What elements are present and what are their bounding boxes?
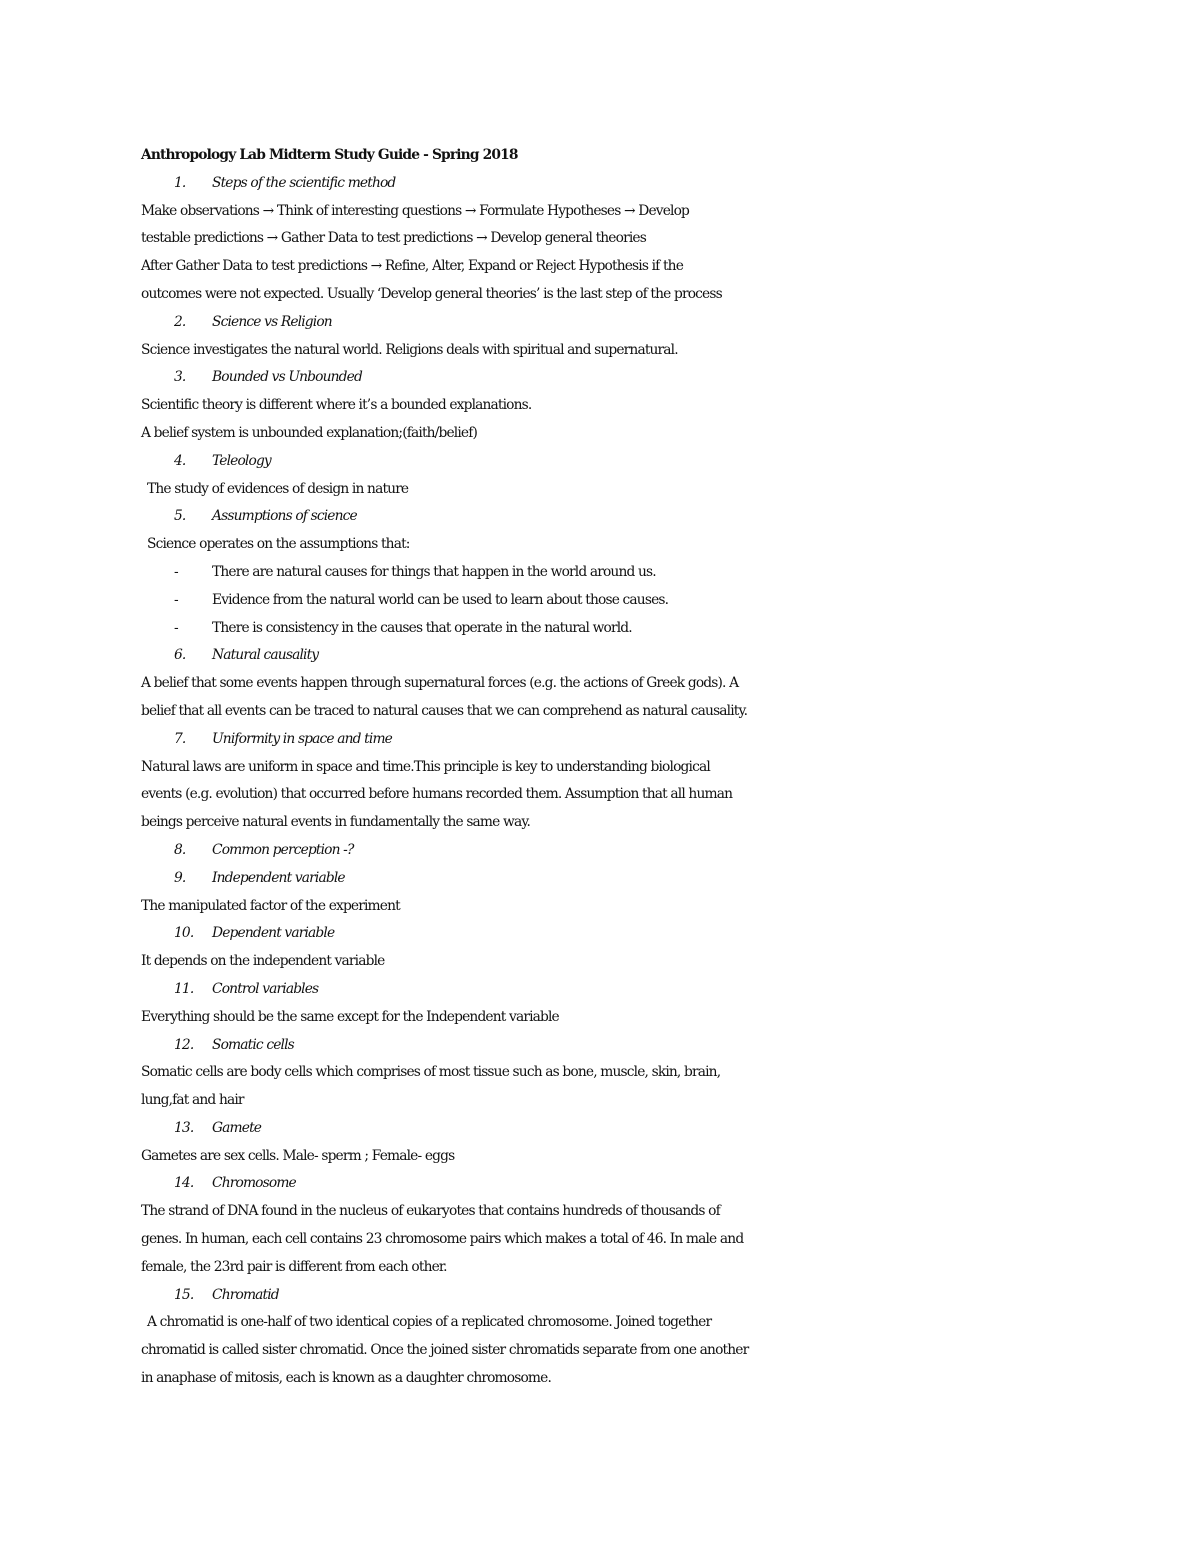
body-text-line: Natural laws are uniform in space and time.This principle is key to understanding biological: [141, 758, 710, 775]
section-heading: [141, 837, 1071, 865]
section-number: 12.: [174, 1036, 194, 1053]
body-text-line: Scientific theory is different where it’s a bounded explanations.: [141, 397, 532, 414]
section-title: Common perception -?: [212, 841, 354, 858]
body-text-line: The strand of DNA found in the nucleus of eukaryotes that contains hundreds of thousands of: [141, 1203, 720, 1220]
body-text-line: A chromatid is one-half of two identical copies of a replicated chromosome. Joined together: [147, 1314, 712, 1331]
bullet-text: There is consistency in the causes that operate in the natural world.: [212, 619, 632, 636]
section-title: Dependent variable: [212, 925, 335, 942]
section-heading: [141, 1032, 1071, 1060]
body-text-line: A belief system is unbounded explanation;(faith/belief): [141, 424, 477, 441]
section-heading: [141, 1282, 1071, 1310]
section-number: 7.: [174, 730, 186, 747]
body-text-line: outcomes were not expected. Usually ‘Develop general theories’ is the last step of the process: [141, 285, 722, 302]
body-text-line: Make observations → Think of interesting questions → Formulate Hypotheses → Develop: [141, 202, 690, 219]
section-heading: [141, 726, 1071, 754]
section-title: Assumptions of science: [212, 508, 357, 525]
section-heading: [141, 920, 1071, 948]
body-text-line: Science investigates the natural world. Religions deals with spiritual and supernatural.: [141, 341, 678, 358]
body-text-line: female, the 23rd pair is different from each other.: [141, 1258, 447, 1275]
document-title: Anthropology Lab Midterm Study Guide - Spring 2018: [141, 147, 518, 163]
section-number: 6.: [174, 647, 186, 664]
section-number: 14.: [174, 1175, 194, 1192]
section-number: 4.: [174, 452, 186, 469]
section-number: 11.: [174, 980, 194, 997]
section-number: 10.: [174, 925, 194, 942]
bullet-item: [141, 615, 1071, 643]
section-title: Natural causality: [212, 647, 319, 664]
section-title: Independent variable: [212, 869, 345, 886]
bullet-dash: -: [174, 563, 178, 580]
bullet-dash: -: [174, 591, 178, 608]
section-title: Teleology: [212, 452, 271, 469]
section-title: Somatic cells: [212, 1036, 294, 1053]
bullet-item: [141, 559, 1071, 587]
section-title: Steps of the scientific method: [212, 174, 396, 191]
body-text-line: Somatic cells are body cells which comprises of most tissue such as bone, muscle, skin, brain,: [141, 1064, 721, 1081]
bullet-text: There are natural causes for things that happen in the world around us.: [212, 563, 656, 580]
body-text-line: The manipulated factor of the experiment: [141, 897, 400, 914]
body-text-line: genes. In human, each cell contains 23 chromosome pairs which makes a total of 46. In male and: [141, 1231, 744, 1248]
body-text-line: Everything should be the same except for the Independent variable: [141, 1008, 559, 1025]
section-heading: [141, 309, 1071, 337]
body-text-line: A belief that some events happen through supernatural forces (e.g. the actions of Greek gods). A: [141, 675, 739, 692]
body-text-line: in anaphase of mitosis, each is known as a daughter chromosome.: [141, 1370, 552, 1387]
body-text-line: Gametes are sex cells. Male- sperm ; Female- eggs: [141, 1147, 455, 1164]
section-title: Chromatid: [212, 1286, 279, 1303]
body-text-line: The study of evidences of design in nature: [147, 480, 409, 497]
section-number: 8.: [174, 841, 186, 858]
document-body: [141, 142, 1071, 1393]
section-heading: [141, 642, 1071, 670]
section-heading: [141, 448, 1071, 476]
section-heading: [141, 170, 1071, 198]
section-heading: [141, 503, 1071, 531]
section-number: 15.: [174, 1286, 194, 1303]
body-text-line: events (e.g. evolution) that occurred before humans recorded them. Assumption that all human: [141, 786, 733, 803]
section-number: 2.: [174, 313, 186, 330]
body-text-line: Science operates on the assumptions that:: [147, 536, 410, 553]
body-text-line: beings perceive natural events in fundamentally the same way.: [141, 814, 530, 831]
body-text-line: chromatid is called sister chromatid. Once the joined sister chromatids separate from one another: [141, 1342, 749, 1359]
body-text-line: It depends on the independent variable: [141, 953, 385, 970]
body-text-line: testable predictions → Gather Data to test predictions → Develop general theories: [141, 230, 646, 247]
section-title: Gamete: [212, 1119, 262, 1136]
section-number: 1.: [174, 174, 186, 191]
section-number: 5.: [174, 508, 186, 525]
document-lines: [141, 170, 1071, 1393]
section-number: 3.: [174, 369, 186, 386]
body-text-line: lung,fat and hair: [141, 1092, 244, 1109]
section-heading: [141, 1170, 1071, 1198]
section-number: 9.: [174, 869, 186, 886]
body-text-line: After Gather Data to test predictions → Refine, Alter, Expand or Reject Hypothesis if the: [141, 258, 684, 275]
section-title: Bounded vs Unbounded: [212, 369, 362, 386]
section-title: Science vs Religion: [212, 313, 332, 330]
section-heading: [141, 1115, 1071, 1143]
section-heading: [141, 865, 1071, 893]
body-text-line: belief that all events can be traced to natural causes that we can comprehend as natural causality.: [141, 702, 748, 719]
section-number: 13.: [174, 1119, 194, 1136]
section-heading: [141, 364, 1071, 392]
section-heading: [141, 976, 1071, 1004]
bullet-item: [141, 587, 1071, 615]
bullet-dash: -: [174, 619, 178, 636]
section-title: Control variables: [212, 980, 319, 997]
section-title: Chromosome: [212, 1175, 296, 1192]
bullet-text: Evidence from the natural world can be used to learn about those causes.: [212, 591, 669, 608]
section-title: Uniformity in space and time: [212, 730, 392, 747]
